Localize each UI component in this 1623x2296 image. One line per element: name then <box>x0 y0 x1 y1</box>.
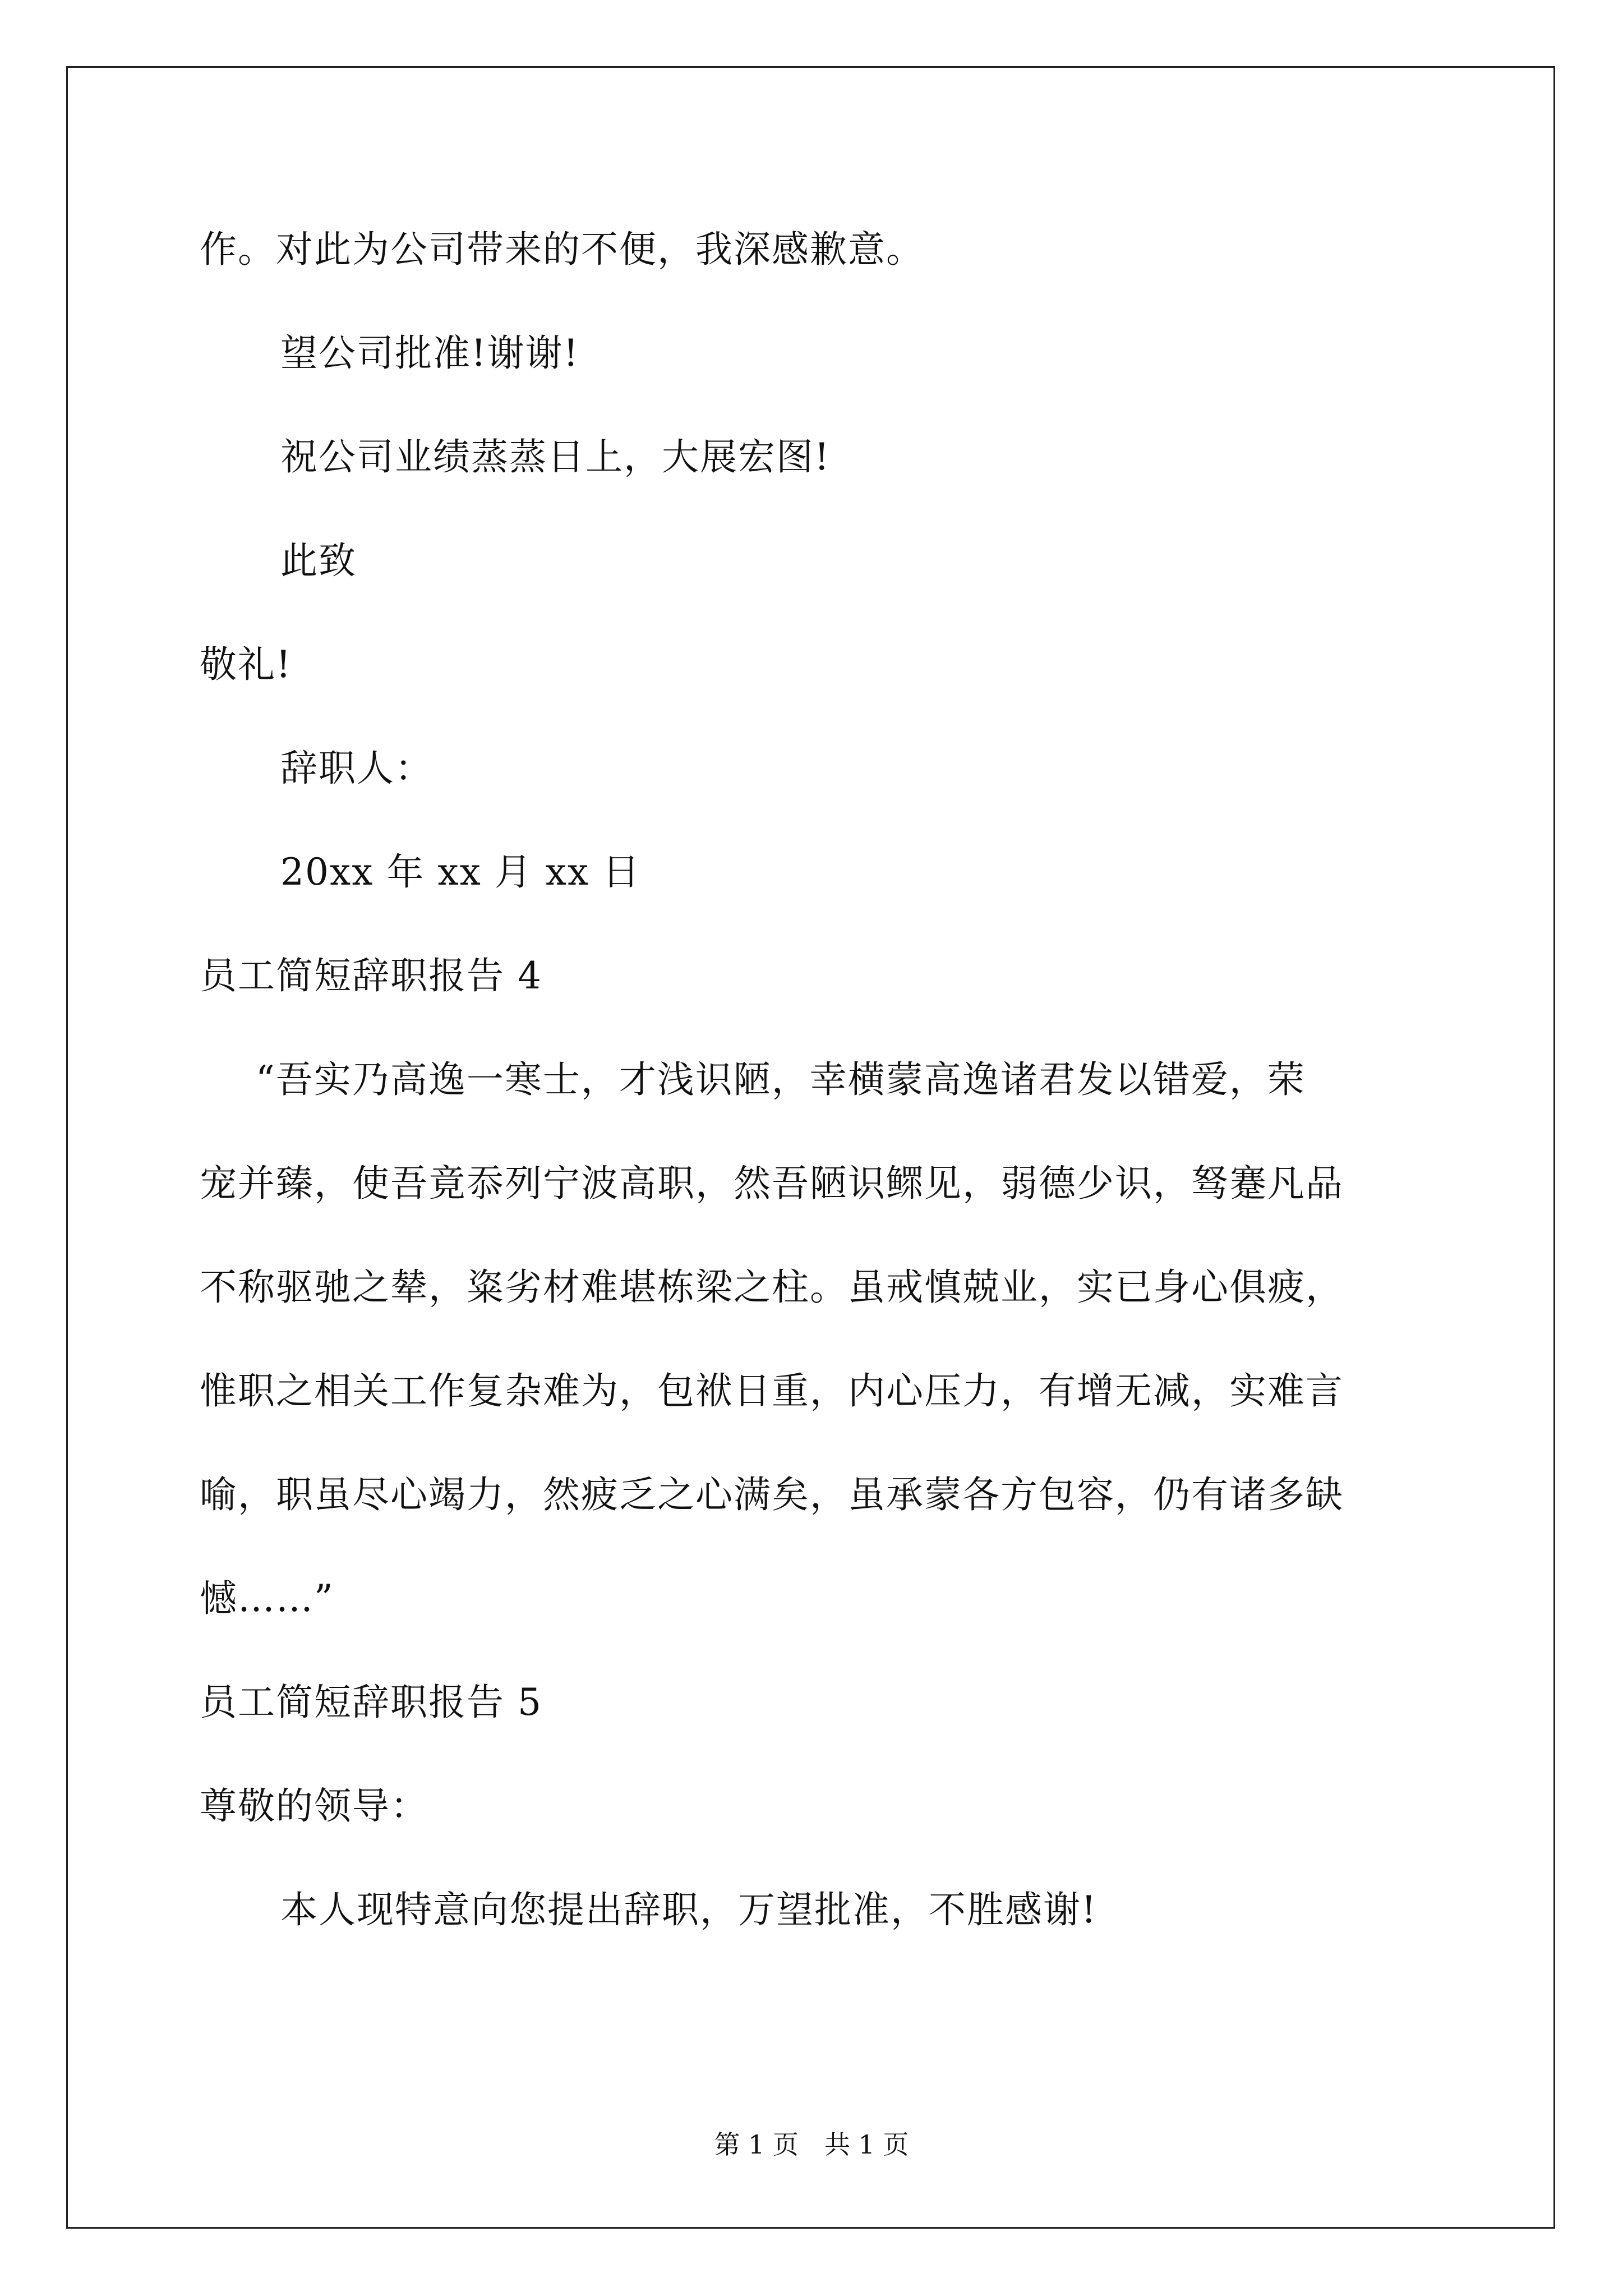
quote-paragraph-line: 喻，职虽尽心竭力，然疲乏之心满矣，虽承蒙各方包容，仍有诸多缺 <box>200 1473 1344 1516</box>
quote-paragraph-line: 不称驱驰之辇，粢劣材难堪栋梁之柱。虽戒慎兢业，实已身心俱疲， <box>200 1266 1344 1309</box>
section-heading-4: 员工简短辞职报告 4 <box>200 954 542 997</box>
date-line: 20xx 年 xx 月 xx 日 <box>280 850 641 894</box>
quote-paragraph-line: “吾实乃高逸一寒士，才浅识陋，幸横蒙高逸诸君发以错爱，荣 <box>256 1058 1306 1101</box>
quote-paragraph-line: 憾……” <box>200 1577 334 1620</box>
quote-paragraph-line: 宠并臻，使吾竟忝列宁波高职，然吾陋识鳏见，弱德少识，驽蹇凡品 <box>200 1162 1344 1205</box>
closing-respect: 敬礼! <box>200 643 292 686</box>
greeting-line: 尊敬的领导： <box>200 1784 428 1828</box>
quote-paragraph-line: 惟职之相关工作复杂难为，包袱日重，内心压力，有增无减，实难言 <box>200 1369 1344 1412</box>
resignation-statement: 本人现特意向您提出辞职，万望批准，不胜感谢! <box>280 1888 1098 1931</box>
wish-line: 祝公司业绩蒸蒸日上，大展宏图! <box>280 435 831 478</box>
paragraph-continuation: 作。对此为公司带来的不便，我深感歉意。 <box>200 228 924 271</box>
request-approval-line: 望公司批准!谢谢! <box>280 332 580 375</box>
signature-label: 辞职人： <box>280 747 433 790</box>
section-heading-5: 员工简短辞职报告 5 <box>200 1681 542 1724</box>
closing-salutation: 此致 <box>280 539 357 582</box>
page-number-footer: 第 1 页 共 1 页 <box>714 2129 909 2160</box>
